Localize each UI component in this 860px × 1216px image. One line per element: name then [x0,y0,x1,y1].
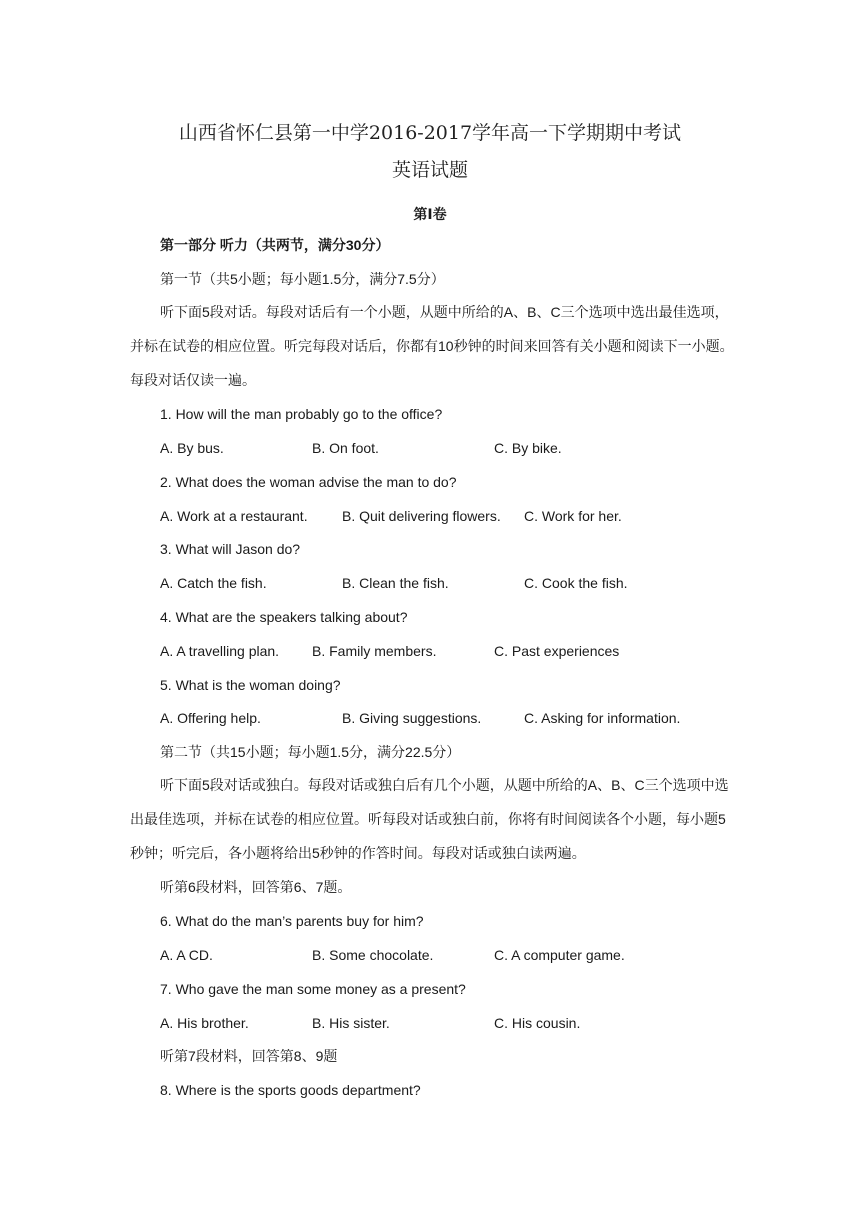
section2-instructions [130,768,734,870]
q7-option-a: A. His brother. [160,1015,249,1031]
q7-option-c: C. His cousin. [494,1015,581,1031]
q5-option-a: A. Offering help. [160,710,261,726]
q6-option-b: B. Some chocolate. [312,947,434,963]
material-6-instruction: 听第6段材料，回答第6、7题。 [160,879,352,895]
material-7-instruction: 听第7段材料，回答第8、9题 [160,1048,338,1064]
q2-option-a: A. Work at a restaurant. [160,508,308,524]
section2-heading: 第二节（共15小题；每小题1.5分，满分22.5分） [160,744,461,760]
q1-option-a: A. By bus. [160,440,224,456]
question-5: 5. What is the woman doing? [160,677,341,693]
section1-heading: 第一节（共5小题；每小题1.5分，满分7.5分） [160,271,445,287]
question-1: 1. How will the man probably go to the office? [160,406,443,422]
question-6: 6. What do the man’s parents buy for him? [160,913,424,929]
question-2: 2. What does the woman advise the man to do? [160,474,457,490]
section1-instructions-text: 听下面5段对话。每段对话后有一个小题，从题中所给的A、B、C三个选项中选出最佳选项，并标在试卷的相应位置。听完每段对话后，你都有10秒钟的时间来回答有关小题和阅读下一小题。每段对话仅读一遍。 [130,304,734,388]
volume-heading: 第Ⅰ卷 [413,206,447,222]
q2-option-c: C. Work for her. [524,508,622,524]
section2-instructions-text: 听下面5段对话或独白。每段对话或独白后有几个小题，从题中所给的A、B、C三个选项中选出最佳选项，并标在试卷的相应位置。听每段对话或独白前，你将有时间阅读各个小题，每小题5秒钟；听完后，各小题将给出5秒钟的作答时间。每段对话或独白读两遍。 [130,777,729,861]
question-7: 7. Who gave the man some money as a present? [160,981,466,997]
exam-subtitle: 英语试题 [391,159,468,181]
q5-option-c: C. Asking for information. [524,710,681,726]
q3-option-c: C. Cook the fish. [524,575,628,591]
q7-option-b: B. His sister. [312,1015,390,1031]
q3-option-a: A. Catch the fish. [160,575,267,591]
question-4: 4. What are the speakers talking about? [160,609,408,625]
q6-option-a: A. A CD. [160,947,213,963]
q6-option-c: C. A computer game. [494,947,625,963]
q5-option-b: B. Giving suggestions. [342,710,482,726]
q4-option-c: C. Past experiences [494,643,620,659]
q1-option-b: B. On foot. [312,440,379,456]
q3-option-b: B. Clean the fish. [342,575,449,591]
q4-option-b: B. Family members. [312,643,437,659]
part1-heading: 第一部分 听力（共两节，满分30分） [160,237,390,253]
exam-title: 山西省怀仁县第一中学2016-2017学年高一下学期期中考试 [178,122,682,144]
question-3: 3. What will Jason do? [160,541,301,557]
q1-option-c: C. By bike. [494,440,562,456]
q4-option-a: A. A travelling plan. [160,643,280,659]
q2-option-b: B. Quit delivering flowers. [342,508,501,524]
section1-instructions [130,295,734,397]
question-8: 8. Where is the sports goods department? [160,1082,421,1098]
